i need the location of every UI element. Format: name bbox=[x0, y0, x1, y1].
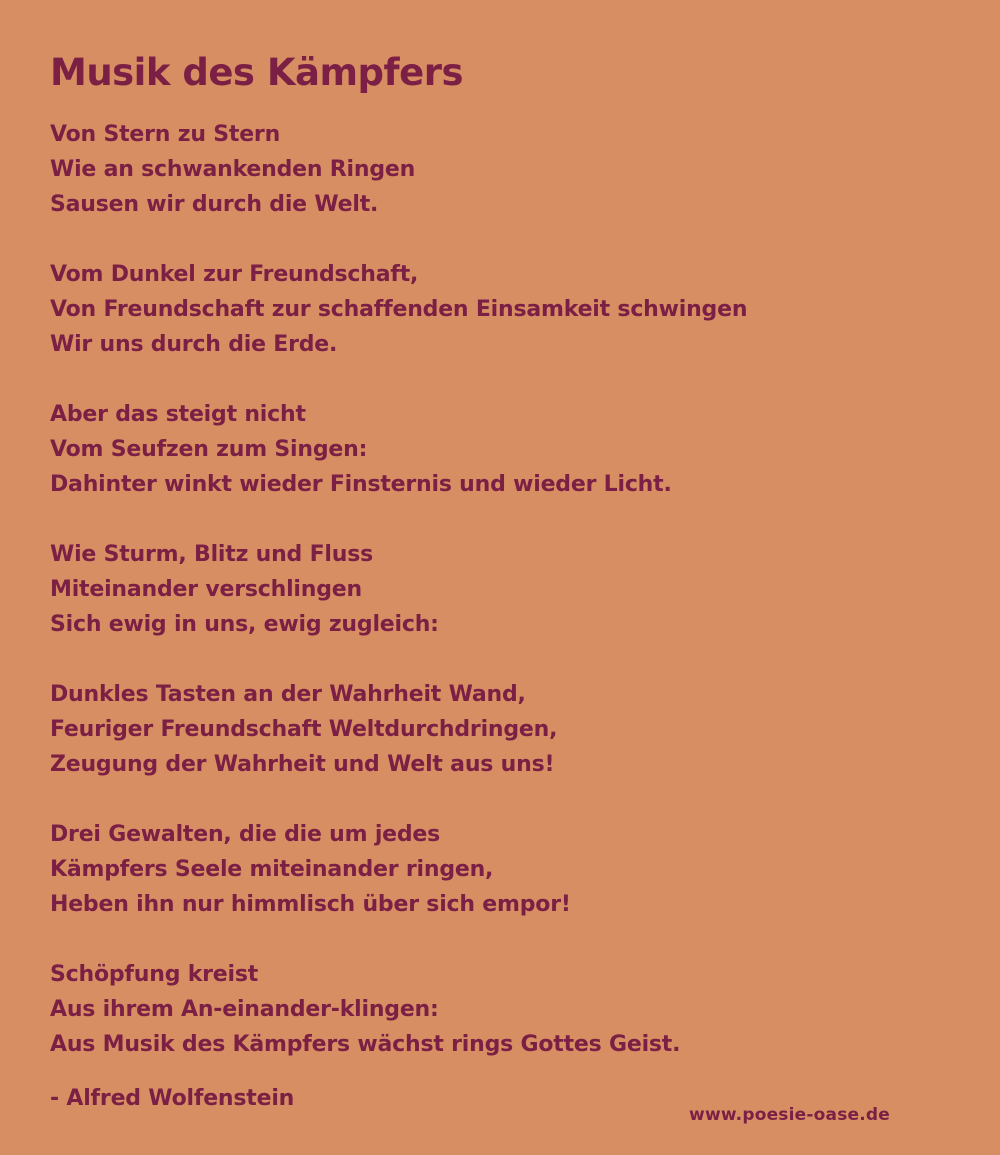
poem-line: Dunkles Tasten an der Wahrheit Wand, bbox=[50, 681, 526, 707]
poem-line: Dahinter winkt wieder Finsternis und wieder Licht. bbox=[50, 471, 672, 497]
stanza-3 bbox=[50, 397, 950, 502]
poem-line: Wie an schwankenden Ringen bbox=[50, 156, 416, 182]
poem-line: Feuriger Freundschaft Weltdurchdringen, bbox=[50, 716, 558, 742]
poem-author: - Alfred Wolfenstein bbox=[50, 1085, 295, 1111]
poem-line: Heben ihn nur himmlisch über sich empor! bbox=[50, 891, 571, 917]
poem-line: Sich ewig in uns, ewig zugleich: bbox=[50, 611, 439, 637]
poem-line: Schöpfung kreist bbox=[50, 961, 259, 987]
poem-line: Sausen wir durch die Welt. bbox=[50, 191, 379, 217]
poem-line: Aus Musik des Kämpfers wächst rings Gottes Geist. bbox=[50, 1031, 681, 1057]
stanza-1 bbox=[50, 117, 950, 222]
stanza-7 bbox=[50, 957, 950, 1062]
poem-title: Musik des Kämpfers bbox=[50, 51, 463, 94]
poem-line: Aber das steigt nicht bbox=[50, 401, 306, 427]
poem-line: Aus ihrem An-einander-klingen: bbox=[50, 996, 439, 1022]
stanza-2 bbox=[50, 257, 950, 362]
poem-line: Zeugung der Wahrheit und Welt aus uns! bbox=[50, 751, 555, 777]
poem-line: Kämpfers Seele miteinander ringen, bbox=[50, 856, 494, 882]
poem-line: Vom Dunkel zur Freundschaft, bbox=[50, 261, 419, 287]
poem-line: Miteinander verschlingen bbox=[50, 576, 362, 602]
poem-line: Von Freundschaft zur schaffenden Einsamkeit schwingen bbox=[50, 296, 748, 322]
poem-line: Drei Gewalten, die die um jedes bbox=[50, 821, 441, 847]
poem-line: Wir uns durch die Erde. bbox=[50, 331, 338, 357]
stanza-6 bbox=[50, 817, 950, 922]
poem-line: Von Stern zu Stern bbox=[50, 121, 281, 147]
poem-line: Vom Seufzen zum Singen: bbox=[50, 436, 368, 462]
stanza-5 bbox=[50, 677, 950, 782]
stanza-4 bbox=[50, 537, 950, 642]
poem-line: Wie Sturm, Blitz und Fluss bbox=[50, 541, 373, 567]
website-watermark: www.poesie-oase.de bbox=[689, 1105, 890, 1125]
